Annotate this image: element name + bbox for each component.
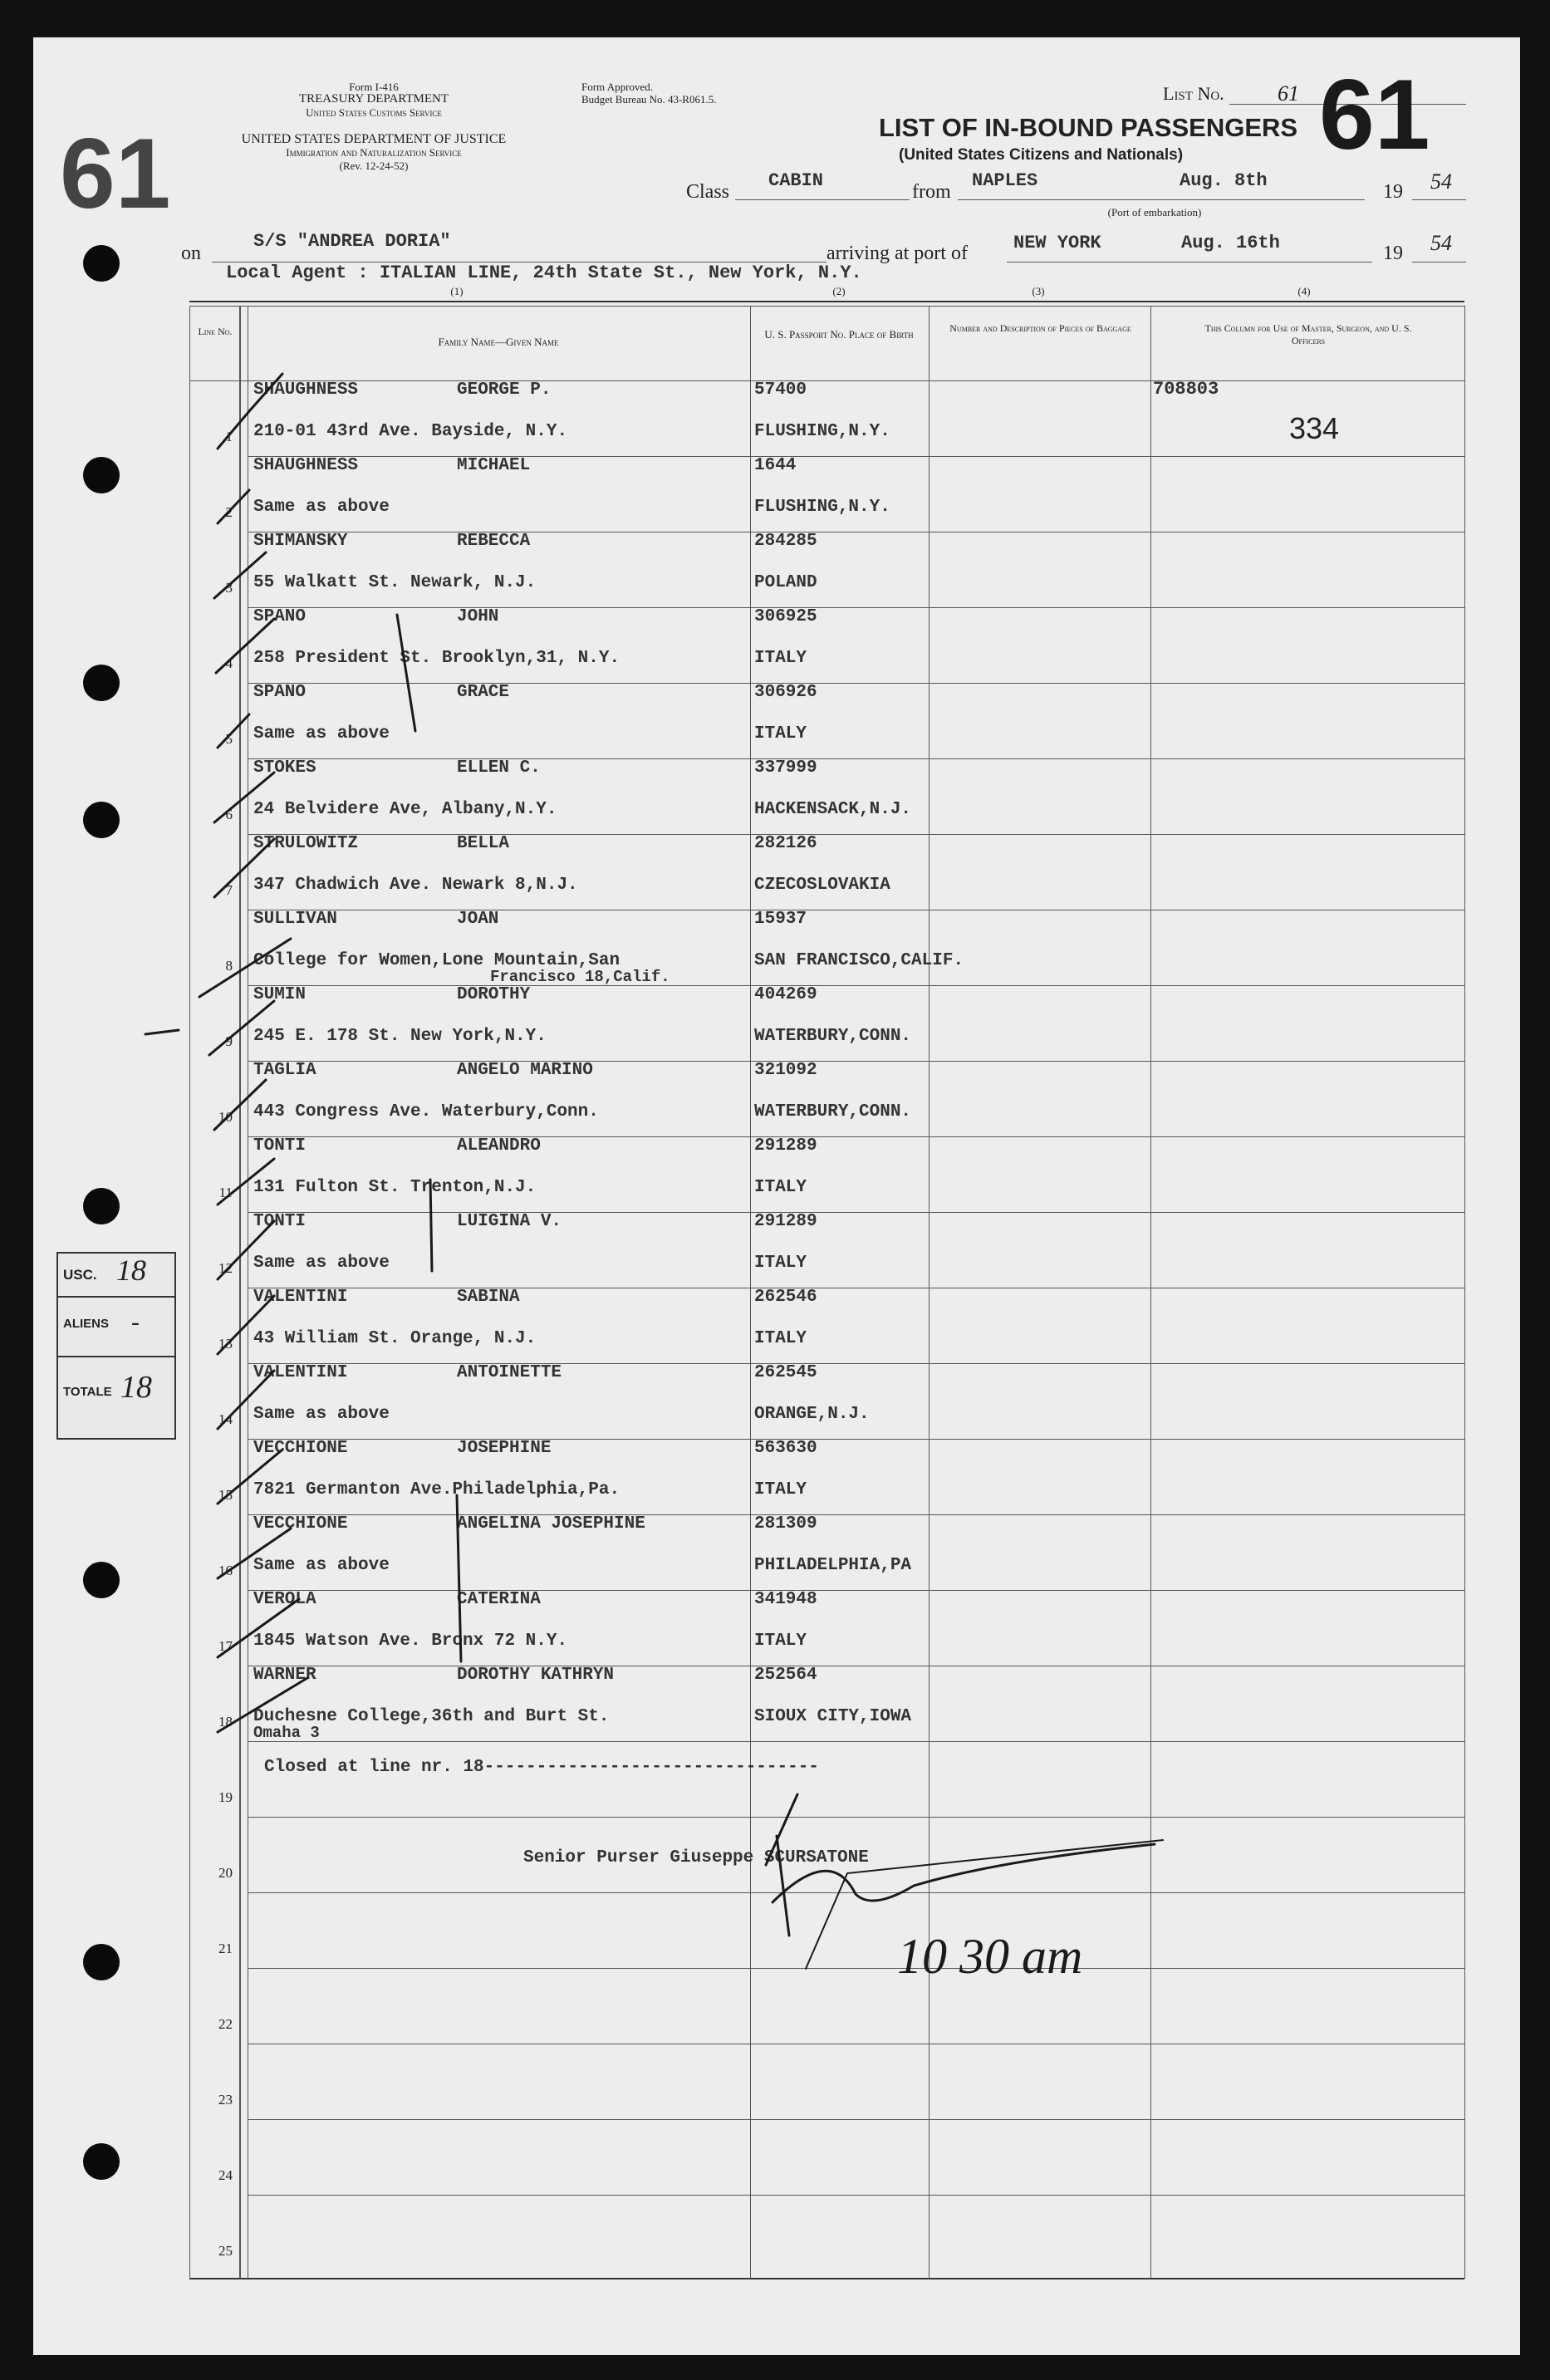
given-name: GEORGE P. [457, 380, 552, 400]
line-number: 1 [225, 429, 233, 444]
family-name: VALENTINI [253, 1288, 348, 1307]
address: Same as above [253, 724, 390, 743]
passport-number: 337999 [754, 758, 817, 778]
given-name: LUIGINA V. [457, 1212, 562, 1231]
line-number: 15 [218, 1487, 233, 1503]
list-no-label: List No. [1163, 83, 1224, 104]
family-name: SHAUGHNESS [253, 456, 359, 475]
address: Duchesne College,36th and Burt St. [253, 1707, 610, 1726]
usc-label: USC. [63, 1267, 97, 1283]
family-name: SUMIN [253, 985, 307, 1004]
col-header-line-no: Line No. [198, 326, 233, 337]
depart-date: Aug. 8th [1180, 170, 1268, 191]
given-name: JOSEPHINE [457, 1439, 552, 1458]
family-name: SULLIVAN [253, 910, 337, 929]
marker-2: (2) [832, 285, 846, 297]
place-of-birth: PHILADELPHIA,PA [754, 1556, 912, 1575]
line-number: 19 [218, 1789, 233, 1805]
address: 131 Fulton St. Trenton,N.J. [253, 1178, 537, 1197]
passport-number: 291289 [754, 1136, 817, 1156]
class-value: CABIN [768, 170, 824, 191]
total-value: 18 [120, 1370, 152, 1405]
class-label: Class [686, 181, 730, 203]
given-name: DOROTHY KATHRYN [457, 1666, 615, 1685]
family-name: VECCHIONE [253, 1514, 348, 1534]
passport-number: 306926 [754, 683, 817, 702]
address: 55 Walkatt St. Newark, N.J. [253, 573, 537, 592]
line-number: 24 [218, 2167, 233, 2183]
place-of-birth: ITALY [754, 649, 807, 668]
line-number: 2 [225, 504, 233, 520]
given-name: SABINA [457, 1288, 520, 1307]
line-number: 17 [218, 1638, 233, 1654]
line-number: 11 [218, 1185, 233, 1200]
passport-number: 262546 [754, 1288, 817, 1307]
signature-time: 10 30 am [897, 1929, 1083, 1984]
family-name: SHIMANSKY [253, 532, 348, 551]
place-of-birth: ITALY [754, 1632, 807, 1651]
approval-label-2: Budget Bureau No. 43-R061.5. [581, 93, 717, 106]
marker-3: (3) [1032, 285, 1045, 297]
place-of-birth: ITALY [754, 1254, 807, 1273]
given-name: ANGELINA JOSEPHINE [457, 1514, 645, 1534]
passport-number: 282126 [754, 834, 817, 853]
family-name: VECCHIONE [253, 1439, 348, 1458]
family-name: WARNER [253, 1666, 316, 1685]
given-name: ELLEN C. [457, 758, 541, 778]
family-name: TAGLIA [253, 1061, 316, 1080]
year-prefix-1: 19 [1383, 181, 1403, 203]
family-name: SPANO [253, 607, 307, 626]
col-header-passport: U. S. Passport No. Place of Birth [764, 328, 914, 341]
place-of-birth: SIOUX CITY,IOWA [754, 1707, 912, 1726]
address: 24 Belvidere Ave, Albany,N.Y. [253, 800, 557, 819]
place-of-birth: ORANGE,N.J. [754, 1405, 870, 1424]
arrival-date: Aug. 16th [1181, 233, 1280, 253]
officer-code: 708803 [1153, 379, 1219, 400]
port-note: (Port of embarkation) [1107, 206, 1202, 218]
address: Same as above [253, 1405, 390, 1424]
given-name: ANTOINETTE [457, 1363, 562, 1382]
col-header-baggage: Number and Description of Pieces of Baggage [949, 322, 1131, 334]
place-of-birth: FLUSHING,N.Y. [754, 498, 890, 517]
line-number: 7 [225, 882, 233, 898]
place-of-birth: ITALY [754, 1480, 807, 1499]
passport-number: 341948 [754, 1590, 817, 1609]
passport-number: 57400 [754, 380, 807, 400]
line-number: 18 [218, 1714, 233, 1730]
passport-number: 262545 [754, 1363, 817, 1382]
page-subtitle: (United States Citizens and Nationals) [899, 146, 1184, 164]
customs-label: United States Customs Service [306, 106, 442, 119]
place-of-birth: ITALY [754, 1178, 807, 1197]
passport-number: 563630 [754, 1439, 817, 1458]
given-name: ANGELO MARINO [457, 1061, 593, 1080]
address-continued: Omaha 3 [253, 1724, 320, 1742]
officer-number: 334 [1289, 411, 1340, 445]
given-name: DOROTHY [457, 985, 531, 1004]
given-name: GRACE [457, 683, 510, 702]
given-name: ALEANDRO [457, 1136, 541, 1156]
purser-name: Senior Purser Giuseppe SCURSATONE [523, 1848, 869, 1867]
address: Same as above [253, 1254, 390, 1273]
passport-number: 15937 [754, 910, 807, 929]
given-name: BELLA [457, 834, 510, 853]
form-number: Form I-416 [349, 81, 399, 93]
family-name: STRULOWITZ [253, 834, 359, 853]
place-of-birth: POLAND [754, 573, 817, 592]
line-number: 9 [225, 1033, 233, 1049]
treasury-label: TREASURY DEPARTMENT [298, 92, 449, 106]
passport-number: 306925 [754, 607, 817, 626]
approval-label-1: Form Approved. [581, 81, 653, 93]
line-number: 21 [218, 1941, 233, 1956]
arriving-label: arriving at port of [827, 243, 968, 264]
line-number: 23 [218, 2092, 233, 2108]
year-prefix-2: 19 [1383, 243, 1403, 264]
passport-number: 321092 [754, 1061, 817, 1080]
revision-label: (Rev. 12-24-52) [339, 159, 409, 172]
ship-name: S/S "ANDREA DORIA" [253, 231, 451, 252]
place-of-birth: ITALY [754, 724, 807, 743]
address: 1845 Watson Ave. Bronx 72 N.Y. [253, 1632, 568, 1651]
given-name: MICHAEL [457, 456, 531, 475]
address-continued: Francisco 18,Calif. [490, 968, 670, 986]
family-name: TONTI [253, 1136, 307, 1156]
passport-number: 252564 [754, 1666, 817, 1685]
family-name: VALENTINI [253, 1363, 348, 1382]
family-name: STOKES [253, 758, 316, 778]
justice-label: UNITED STATES DEPARTMENT OF JUSTICE [241, 132, 507, 146]
passport-number: 404269 [754, 985, 817, 1004]
marker-1: (1) [450, 285, 464, 297]
given-name: CATERINA [457, 1590, 541, 1609]
col-header-name: Family Name—Given Name [438, 336, 559, 348]
address: 245 E. 178 St. New York,N.Y. [253, 1027, 547, 1046]
closed-note: Closed at line nr. 18-------------------------------- [264, 1758, 819, 1777]
place-of-birth: FLUSHING,N.Y. [754, 422, 890, 441]
line-number: 4 [225, 655, 233, 671]
passport-number: 281309 [754, 1514, 817, 1534]
place-of-birth: SAN FRANCISCO,CALIF. [754, 951, 964, 970]
family-name: SHAUGHNESS [253, 380, 359, 400]
local-agent: Local Agent : ITALIAN LINE, 24th State St., New York, N.Y. [226, 263, 862, 283]
address: 347 Chadwich Ave. Newark 8,N.J. [253, 876, 578, 895]
year-2: 54 [1430, 231, 1452, 255]
address: Same as above [253, 1556, 390, 1575]
line-number: 25 [218, 2243, 233, 2259]
line-number: 5 [225, 731, 233, 747]
on-label: on [181, 243, 201, 264]
passport-number: 291289 [754, 1212, 817, 1231]
aliens-label: ALIENS [63, 1317, 110, 1331]
left-list-stamp: 61 [60, 118, 171, 229]
address: Same as above [253, 498, 390, 517]
given-name: JOAN [457, 910, 499, 929]
page-title: LIST OF IN-BOUND PASSENGERS [879, 113, 1298, 142]
line-number: 14 [218, 1411, 233, 1427]
line-number: 3 [225, 580, 233, 596]
from-label: from [912, 181, 951, 203]
usc-value: 18 [116, 1254, 146, 1287]
line-number: 16 [218, 1563, 233, 1578]
col-header-officers: This Column for Use of Master, Surgeon, and U. S. Officers [1204, 322, 1412, 346]
line-number: 13 [218, 1336, 233, 1352]
place-of-birth: ITALY [754, 1329, 807, 1348]
marker-4: (4) [1297, 285, 1311, 297]
place-of-birth: CZECOSLOVAKIA [754, 876, 890, 895]
list-no-value: 61 [1278, 81, 1299, 106]
aliens-value: - [131, 1308, 140, 1336]
family-name: VEROLA [253, 1590, 316, 1609]
arrival-port: NEW YORK [1013, 233, 1101, 253]
passport-number: 1644 [754, 456, 797, 475]
line-number: 20 [218, 1865, 233, 1881]
ins-label: Immigration and Naturalization Service [286, 146, 462, 159]
address: 43 William St. Orange, N.J. [253, 1329, 537, 1348]
year-1: 54 [1430, 169, 1452, 194]
passport-number: 284285 [754, 532, 817, 551]
big-list-number: 61 [1319, 59, 1430, 170]
line-number: 6 [225, 807, 233, 822]
line-number: 12 [218, 1260, 233, 1276]
place-of-birth: WATERBURY,CONN. [754, 1027, 912, 1046]
place-of-birth: WATERBURY,CONN. [754, 1102, 912, 1121]
address: 210-01 43rd Ave. Bayside, N.Y. [253, 422, 568, 441]
address: College for Women,Lone Mountain,San [253, 951, 620, 970]
address: 443 Congress Ave. Waterbury,Conn. [253, 1102, 599, 1121]
given-name: JOHN [457, 607, 499, 626]
line-number: 22 [218, 2016, 233, 2032]
family-name: SPANO [253, 683, 307, 702]
line-number: 10 [218, 1109, 233, 1125]
line-number: 8 [225, 958, 233, 974]
given-name: REBECCA [457, 532, 531, 551]
from-value: NAPLES [972, 170, 1038, 191]
family-name: TONTI [253, 1212, 307, 1231]
total-label: TOTALE [63, 1385, 112, 1399]
address: 7821 Germanton Ave.Philadelphia,Pa. [253, 1480, 620, 1499]
address: 258 President St. Brooklyn,31, N.Y. [253, 649, 620, 668]
place-of-birth: HACKENSACK,N.J. [754, 800, 912, 819]
